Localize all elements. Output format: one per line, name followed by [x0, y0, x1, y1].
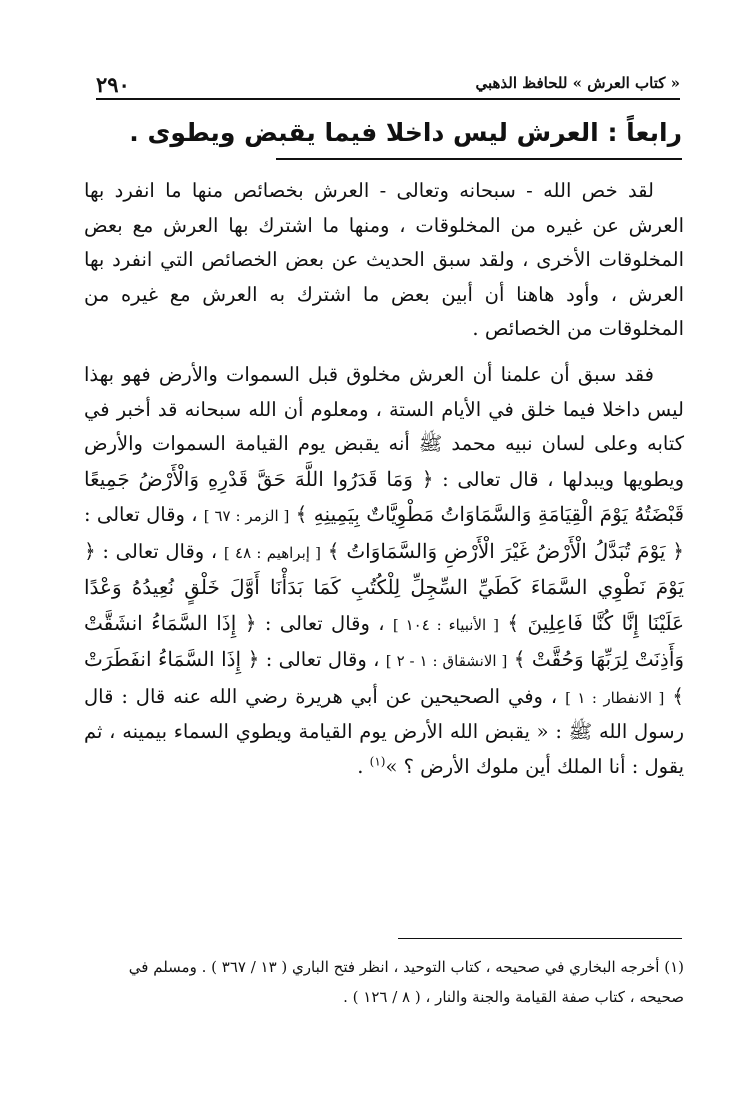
verse-joiner-1: ، وقال تعالى :: [84, 503, 198, 526]
verse-joiner-3: ، وقال تعالى :: [264, 611, 385, 635]
quran-verse-3: ﴿ يَوْمَ نَطْوِي السَّمَاءَ كَطَيِّ السِّجِلِّ لِلْكُتُبِ كَمَا بَدَأْنَا أَوَّلَ خَلْقٍ نُعِيدُهُ وَعْدًا عَلَيْنَا إِنَّا كُنَّا فَاعِلِينَ ﴾: [84, 538, 685, 635]
verse-joiner-4: ، وقال تعالى :: [265, 648, 380, 671]
footnote-marker[interactable]: (١): [369, 754, 386, 768]
footnote-rule: [398, 938, 682, 939]
paragraph-2-text: [84, 358, 684, 784]
paragraph-2-intro: فقد سبق أن علمنا أن العرش مخلوق قبل السموات والأرض فهو بهذا ليس داخلا فيما خلق في الأيام الستة ، ومعلوم أن الله سبحانه قد أخبر في كتابه وعلى لسان نبيه محمد ﷺ أنه يقبض يوم القيامة السموات والأرض ويطويها ويبدلها ، قال تعالى :: [84, 363, 684, 491]
hadith-intro: ، وفي الصحيحين عن أبي هريرة رضي الله عنه قال : قال رسول الله ﷺ :: [84, 684, 684, 743]
footnote-1-line-2: صحيحه ، كتاب صفة القيامة والجنة والنار ، ( ٨ / ١٢٦ ) .: [343, 988, 684, 1006]
verse-joiner-2: ، وقال تعالى :: [102, 539, 218, 563]
paragraph-1: [84, 174, 684, 347]
running-title: « كتاب العرش » للحافظ الذهبي: [475, 74, 680, 92]
header-rule: [96, 98, 680, 100]
section-heading: رابعاً : العرش ليس داخلا فيما يقبض ويطوى .: [129, 118, 682, 147]
paragraph-2-end: .: [357, 754, 370, 778]
hadith-quote: « يقبض الله الأرض يوم القيامة ويطوي السماء بيمينه ، ثم يقول : أنا الملك أين ملوك الأرض ؟ »: [84, 720, 684, 778]
verse-reference-2: [ إبراهيم : ٤٨ ]: [223, 543, 322, 562]
paragraph-2: [84, 358, 684, 784]
verse-reference-3: [ الأنبياء : ١٠٤ ]: [392, 615, 499, 634]
verse-reference-4: [ الانشقاق : ١ - ٢ ]: [385, 652, 508, 670]
verse-reference-5: [ الانفطار : ١ ]: [565, 688, 665, 707]
quran-verse-1: ﴿ وَمَا قَدَرُوا اللَّهَ حَقَّ قَدْرِهِ وَالْأَرْضُ جَمِيعًا قَبْضَتُهُ يَوْمَ الْقِيَامَةِ وَالسَّمَاوَاتُ مَطْوِيَّاتٌ بِيَمِينِهِ ﴾: [84, 466, 685, 526]
running-header: [96, 72, 680, 98]
page-number: ٢٩٠: [96, 72, 130, 97]
paragraph-1-text: لقد خص الله - سبحانه وتعالى - العرش بخصائص منها ما انفرد بها العرش عن غيره من المخلوقات ، ومنها ما اشترك بها العرش مع بعض المخلوقات الأخرى ، ولقد سبق الحديث عن بعض الخصائص التي انفرد بها العرش ، وأود هاهنا أن أبين بعض ما اشترك به العرش مع غيره من المخلوقات من الخصائص .: [84, 179, 684, 340]
verse-reference-1: [ الزمر : ٦٧ ]: [203, 507, 290, 525]
heading-underline: [276, 158, 682, 160]
quran-verse-4: ﴿ إِذَا السَّمَاءُ انشَقَّتْ وَأَذِنَتْ لِرَبِّهَا وَحُقَّتْ ﴾: [84, 610, 685, 671]
footnote-1-line-1: (١) أخرجه البخاري في صحيحه ، كتاب التوحيد ، انظر فتح الباري ( ١٣ / ٣٦٧ ) . ومسلم في: [128, 958, 684, 976]
quran-verse-5: ﴿ إِذَا السَّمَاءُ انفَطَرَتْ ﴾: [84, 647, 684, 708]
footnotes: [84, 952, 684, 1012]
quran-verse-2: ﴿ يَوْمَ تُبَدَّلُ الْأَرْضُ غَيْرَ الْأَرْضِ وَالسَّمَاوَاتُ ﴾: [327, 538, 685, 563]
